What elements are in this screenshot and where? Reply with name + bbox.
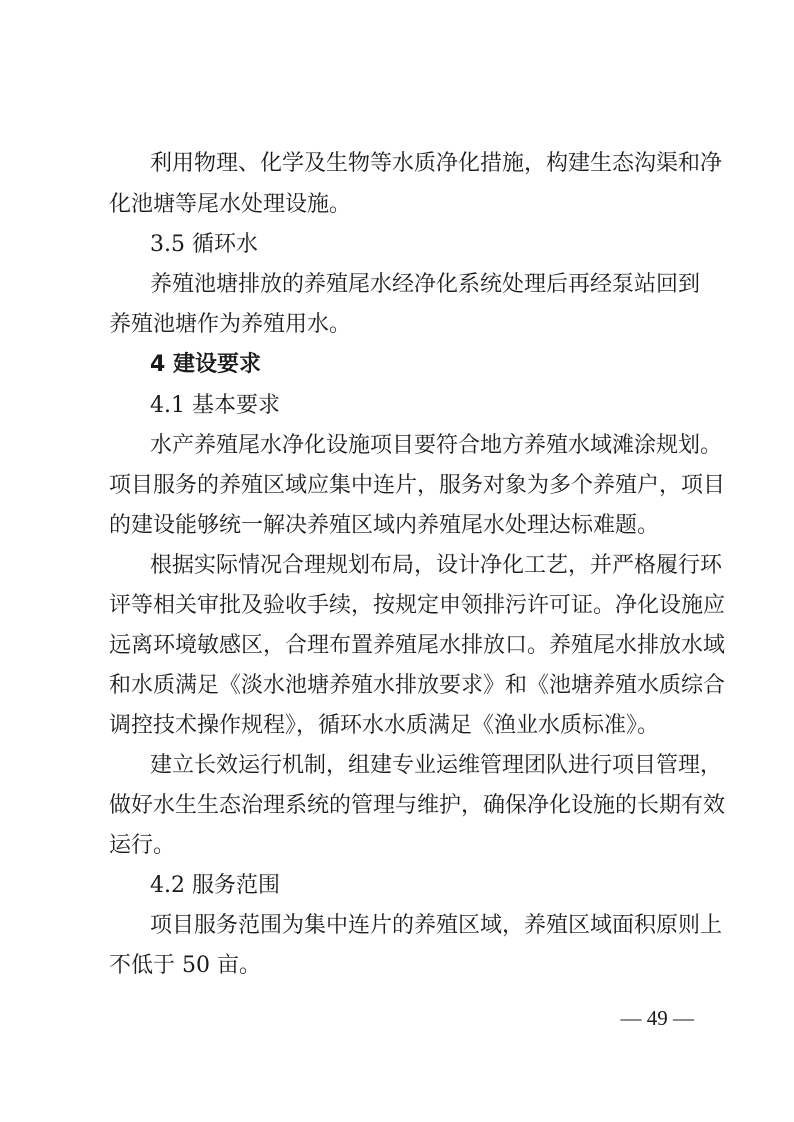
paragraph-line: 养殖池塘排放的养殖尾水经净化系统处理后再经泵站回到: [150, 272, 701, 297]
paragraph-line: 不低于 50 亩。: [109, 953, 261, 978]
paragraph-line: 和水质满足《淡水池塘养殖水排放要求》和《池塘养殖水质综合: [109, 673, 726, 698]
section-heading-4-1: 4.1 基本要求: [150, 393, 280, 418]
paragraph-line: 建立长效运行机制，组建专业运维管理团队进行项目管理，: [150, 753, 723, 778]
paragraph-line: 利用物理、化学及生物等水质净化措施，构建生态沟渠和净: [150, 151, 723, 176]
paragraph-line: 的建设能够统一解决养殖区域内养殖尾水处理达标难题。: [109, 513, 660, 538]
chapter-heading-4: 4 建设要求: [150, 352, 261, 377]
paragraph-line: 根据实际情况合理规划布局，设计净化工艺，并严格履行环: [150, 553, 723, 578]
paragraph-line: 做好水生生态治理系统的管理与维护，确保净化设施的长期有效: [109, 793, 726, 818]
paragraph-line: 水产养殖尾水净化设施项目要符合地方养殖水域滩涂规划。: [150, 433, 723, 458]
paragraph-line: 项目服务范围为集中连片的养殖区域，养殖区域面积原则上: [150, 913, 723, 938]
paragraph-line: 养殖池塘作为养殖用水。: [109, 312, 352, 337]
paragraph-line: 调控技术操作规程》，循环水水质满足《渔业水质标准》。: [109, 713, 660, 738]
page-number: — 49 —: [620, 1006, 694, 1030]
section-heading-3-5: 3.5 循环水: [150, 232, 258, 257]
paragraph-line: 远离环境敏感区，合理布置养殖尾水排放口。养殖尾水排放水域: [109, 633, 726, 658]
paragraph-line: 化池塘等尾水处理设施。: [109, 192, 352, 217]
section-heading-4-2: 4.2 服务范围: [150, 873, 280, 898]
paragraph-line: 项目服务的养殖区域应集中连片，服务对象为多个养殖户，项目: [109, 473, 726, 498]
paragraph-line: 运行。: [109, 833, 176, 858]
paragraph-line: 评等相关审批及验收手续，按规定申领排污许可证。净化设施应: [109, 593, 726, 618]
